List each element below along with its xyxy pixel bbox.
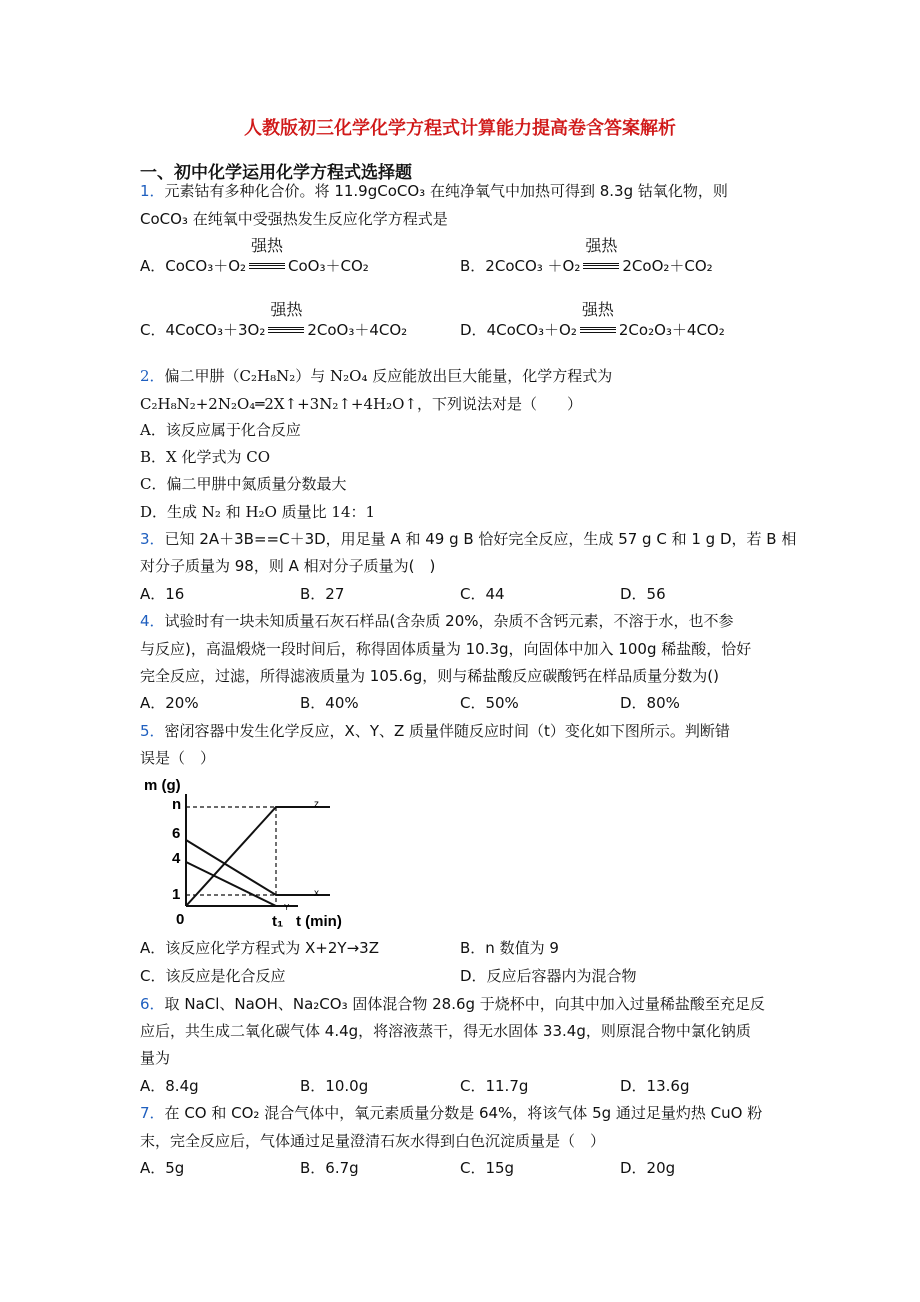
q6-stem-line1 <box>140 994 765 1014</box>
q1-d-reactants: 4CoCO₃＋O₂ <box>486 321 577 339</box>
q7-stem-line1 <box>140 1103 762 1123</box>
q3-text1: 已知 2A＋3B==C＋3D，用足量 A 和 49 g B 恰好完全反应，生成 57 g C 和 1 g D，若 B 相 <box>164 530 797 548</box>
reaction-arrow <box>247 235 287 274</box>
mass-time-graph <box>138 772 358 932</box>
series-x-label: x <box>314 888 319 899</box>
q4-stem-line2: 与反应)，高温煅烧一段时间后，称得固体质量为 10.3g，向固体中加入 100g 稀盐酸，恰好 <box>140 640 752 658</box>
q5-text1: 密闭容器中发生化学反应，X、Y、Z 质量伴随反应时间（t）变化如下图所示。判断错 <box>164 722 730 740</box>
series-y-label: Y <box>284 903 290 912</box>
q1-b-label: B． <box>460 257 486 275</box>
y-axis-label: m (g) <box>144 777 181 794</box>
q3-number: 3． <box>140 530 165 548</box>
q1-c-reactants: 4CoCO₃＋3O₂ <box>165 321 266 339</box>
q7-option-c[interactable]: C．15g <box>460 1159 515 1177</box>
q1-option-d[interactable] <box>460 299 725 340</box>
q1-number: 1． <box>140 182 165 200</box>
q7-text1: 在 CO 和 CO₂ 混合气体中，氧元素质量分数是 64%，将该气体 5g 通过足量灼热 CuO 粉 <box>164 1104 763 1122</box>
q2-stem-line1 <box>140 366 612 386</box>
q1-c-products: 2CoO₃＋4CO₂ <box>307 321 408 339</box>
q4-option-a[interactable]: A．20% <box>140 694 199 712</box>
q5-option-b[interactable]: B．n 数值为 9 <box>460 939 559 957</box>
condition-label: 强热 <box>581 299 614 319</box>
q2-stem-line2: C₂H₈N₂+2N₂O₄═2X↑+3N₂↑+4H₂O↑，下列说法对是（ ） <box>140 395 582 413</box>
q1-stem-line1 <box>140 181 728 201</box>
x-axis-label: t (min) <box>296 913 342 930</box>
q3-option-b[interactable]: B．27 <box>300 585 345 603</box>
q5-option-d[interactable]: D．反应后容器内为混合物 <box>460 967 637 985</box>
q3-option-d[interactable]: D．56 <box>620 585 666 603</box>
q3-option-c[interactable]: C．44 <box>460 585 505 603</box>
tick-1: 1 <box>172 886 181 903</box>
q6-option-a[interactable]: A．8.4g <box>140 1077 199 1095</box>
q2-option-b[interactable]: B．X 化学式为 CO <box>140 448 271 466</box>
series-x-line <box>186 840 330 895</box>
q6-number: 6． <box>140 995 165 1013</box>
q1-d-label: D． <box>460 321 487 339</box>
q4-stem-line3: 完全反应，过滤，所得滤液质量为 105.6g，则与稀盐酸反应碳酸钙在样品质量分数为() <box>140 667 719 685</box>
q2-text1: 偏二甲肼（C₂H₈N₂）与 N₂O₄ 反应能放出巨大能量，化学方程式为 <box>164 367 613 385</box>
section-heading: 一、初中化学运用化学方程式选择题 <box>140 163 412 183</box>
q1-option-a[interactable] <box>140 235 369 276</box>
q1-option-c[interactable] <box>140 299 408 340</box>
q6-option-b[interactable]: B．10.0g <box>300 1077 369 1095</box>
condition-label: 强热 <box>251 235 284 255</box>
q1-b-products: 2CoO₂＋CO₂ <box>622 257 713 275</box>
q3-option-a[interactable]: A．16 <box>140 585 185 603</box>
q5-stem-line2: 误是（ ） <box>140 749 216 767</box>
series-z-label: z <box>314 799 319 810</box>
q6-stem-line3: 量为 <box>140 1049 171 1067</box>
tick-4: 4 <box>172 850 181 867</box>
q7-option-b[interactable]: B．6.7g <box>300 1159 359 1177</box>
q4-stem-line1 <box>140 611 734 631</box>
q5-number: 5． <box>140 722 165 740</box>
q4-number: 4． <box>140 612 165 630</box>
q4-option-d[interactable]: D．80% <box>620 694 680 712</box>
condition-label: 强热 <box>270 299 303 319</box>
q5-stem-line1 <box>140 721 730 741</box>
q2-option-a[interactable]: A．该反应属于化合反应 <box>140 421 301 439</box>
q7-number: 7． <box>140 1104 165 1122</box>
q7-option-a[interactable]: A．5g <box>140 1159 185 1177</box>
q6-option-c[interactable]: C．11.7g <box>460 1077 529 1095</box>
condition-label: 强热 <box>585 235 618 255</box>
q1-option-b[interactable] <box>460 235 713 276</box>
q5-option-a[interactable]: A．该反应化学方程式为 X+2Y→3Z <box>140 939 379 957</box>
q2-option-d[interactable]: D．生成 N₂ 和 H₂O 质量比 14：1 <box>140 503 376 521</box>
q6-text1: 取 NaCl、NaOH、Na₂CO₃ 固体混合物 28.6g 于烧杯中，向其中加入过量稀盐酸至充足反 <box>164 995 765 1013</box>
tick-6: 6 <box>172 825 181 842</box>
q4-option-b[interactable]: B．40% <box>300 694 359 712</box>
origin-label: 0 <box>176 911 185 928</box>
q7-option-d[interactable]: D．20g <box>620 1159 676 1177</box>
q6-stem-line2: 应后，共生成二氧化碳气体 4.4g，将溶液蒸干，得无水固体 33.4g，则原混合物中氯化钠质 <box>140 1022 751 1040</box>
q1-a-label: A． <box>140 257 166 275</box>
q6-option-d[interactable]: D．13.6g <box>620 1077 690 1095</box>
q4-option-c[interactable]: C．50% <box>460 694 519 712</box>
q1-a-products: CoO₃＋CO₂ <box>288 257 369 275</box>
tick-t1: t₁ <box>272 913 284 930</box>
tick-n: n <box>172 796 182 813</box>
q4-text1: 试验时有一块未知质量石灰石样品(含杂质 20%，杂质不含钙元素，不溶于水，也不参 <box>164 612 734 630</box>
reaction-arrow <box>578 299 618 338</box>
reaction-arrow <box>581 235 621 274</box>
q1-text1: 元素钴有多种化合价。将 11.9gCoCO₃ 在纯净氧气中加热可得到 8.3g 钴氧化物，则 <box>164 182 728 200</box>
q3-stem-line2: 对分子质量为 98，则 A 相对分子质量为( ) <box>140 557 436 575</box>
q2-number: 2． <box>140 367 165 385</box>
q1-d-products: 2Co₂O₃＋4CO₂ <box>618 321 725 339</box>
q1-stem-line2: CoCO₃ 在纯氧中受强热发生反应化学方程式是 <box>140 210 448 228</box>
q2-option-c[interactable]: C．偏二甲肼中氮质量分数最大 <box>140 475 347 493</box>
page-title: 人教版初三化学化学方程式计算能力提高卷含答案解析 <box>244 118 676 139</box>
q1-a-reactants: CoCO₃＋O₂ <box>165 257 247 275</box>
q3-stem-line1 <box>140 529 796 549</box>
q7-stem-line2: 末，完全反应后，气体通过足量澄清石灰水得到白色沉淀质量是（ ） <box>140 1132 606 1150</box>
reaction-arrow <box>266 299 306 338</box>
q1-c-label: C． <box>140 321 166 339</box>
q5-option-c[interactable]: C．该反应是化合反应 <box>140 967 286 985</box>
series-z-line <box>186 807 330 906</box>
q1-b-reactants: 2CoCO₃ ＋O₂ <box>485 257 581 275</box>
